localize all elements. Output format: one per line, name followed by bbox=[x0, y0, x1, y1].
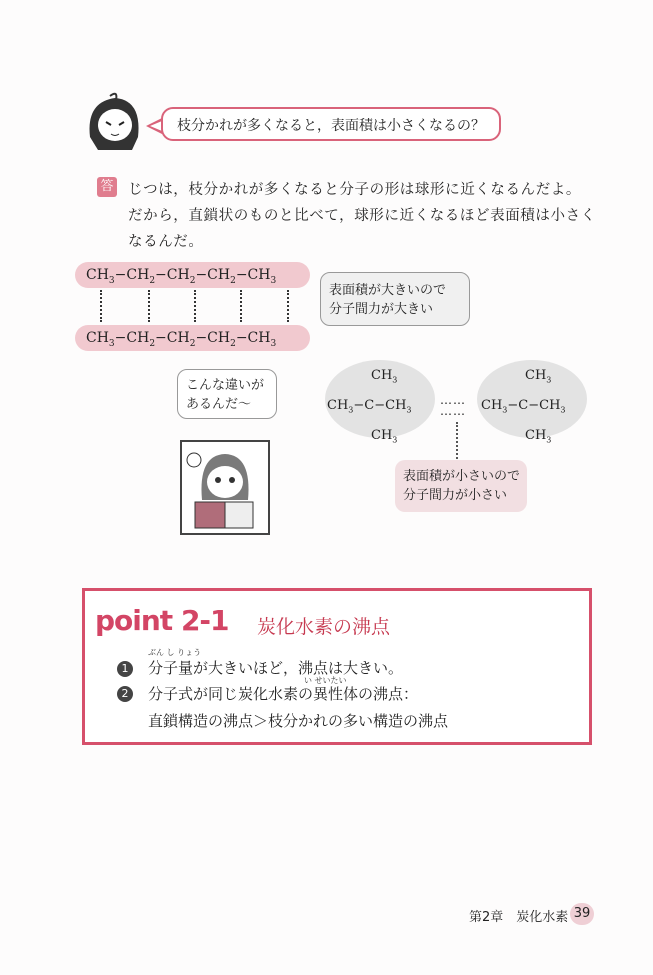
straight-chain-bottom: $CH_3-CH_2-CH_2-CH_2-CH_3$ bbox=[75, 325, 310, 351]
small-surface-note-line: 表面積が小さいので bbox=[403, 469, 521, 484]
point-number-1: 1 bbox=[117, 661, 133, 677]
large-surface-note-line: 分子間力が大きい bbox=[329, 302, 434, 317]
ruby-text: ぶん し りょう bbox=[148, 648, 202, 657]
speech-bubble bbox=[177, 369, 277, 419]
chapter-title: 第2章 炭化水素 bbox=[469, 910, 569, 925]
interaction-dots-branched: …… bbox=[440, 393, 466, 407]
mol-text: $CH_3$ bbox=[371, 428, 398, 445]
interaction-dots bbox=[148, 290, 150, 322]
large-surface-note-line: 表面積が大きいので bbox=[329, 283, 447, 298]
point-item-2: 分子式が同じ炭化水素の異性体の沸点： bbox=[148, 685, 419, 703]
page-number: 39 bbox=[570, 903, 594, 925]
point-item-3: 直鎖構造の沸点＞枝分かれの多い構造の沸点 bbox=[148, 712, 449, 730]
large-surface-note bbox=[320, 272, 470, 326]
interaction-dots bbox=[194, 290, 196, 322]
answer-line-3: なるんだ。 bbox=[128, 234, 204, 250]
small-surface-note bbox=[395, 460, 527, 512]
mol-text: $CH_3$ bbox=[525, 368, 552, 385]
mol-text: $CH_3$ bbox=[371, 368, 398, 385]
mol-text: $CH_3-C-CH_3$ bbox=[327, 398, 412, 415]
girl-illustration-top bbox=[80, 92, 150, 154]
point-subtitle: 炭化水素の沸点 bbox=[257, 616, 391, 638]
ruby-text: い せいたい bbox=[304, 676, 347, 685]
speech-line: あるんだ～ bbox=[186, 397, 252, 412]
point-item-1: 分子量が大きいほど，沸点は大きい。 bbox=[148, 659, 404, 677]
pointer-line bbox=[456, 422, 458, 462]
mol-text: $CH_3-C-CH_3$ bbox=[481, 398, 566, 415]
question-bubble: 枝分かれが多くなると，表面積は小さくなるの？ bbox=[161, 107, 501, 141]
straight-chain-top: $CH_3-CH_2-CH_2-CH_2-CH_3$ bbox=[75, 262, 310, 288]
mol-text: $CH_3$ bbox=[525, 428, 552, 445]
answer-badge: 答 bbox=[97, 177, 117, 197]
interaction-dots-branched: …… bbox=[440, 404, 466, 418]
interaction-dots bbox=[240, 290, 242, 322]
girl-reading-illustration bbox=[180, 440, 270, 535]
answer-line-2: だから，直鎖状のものと比べて，球形に近くなるほど表面積は小さく bbox=[128, 208, 596, 224]
point-number-2: 2 bbox=[117, 686, 133, 702]
speech-line: こんな違いが bbox=[186, 378, 265, 393]
small-surface-note-line: 分子間力が小さい bbox=[403, 488, 508, 503]
interaction-dots bbox=[287, 290, 289, 322]
answer-line-1: じつは，枝分かれが多くなると分子の形は球形に近くなるんだよ。 bbox=[128, 182, 581, 198]
point-title: point 2-1 bbox=[95, 604, 229, 637]
interaction-dots bbox=[100, 290, 102, 322]
